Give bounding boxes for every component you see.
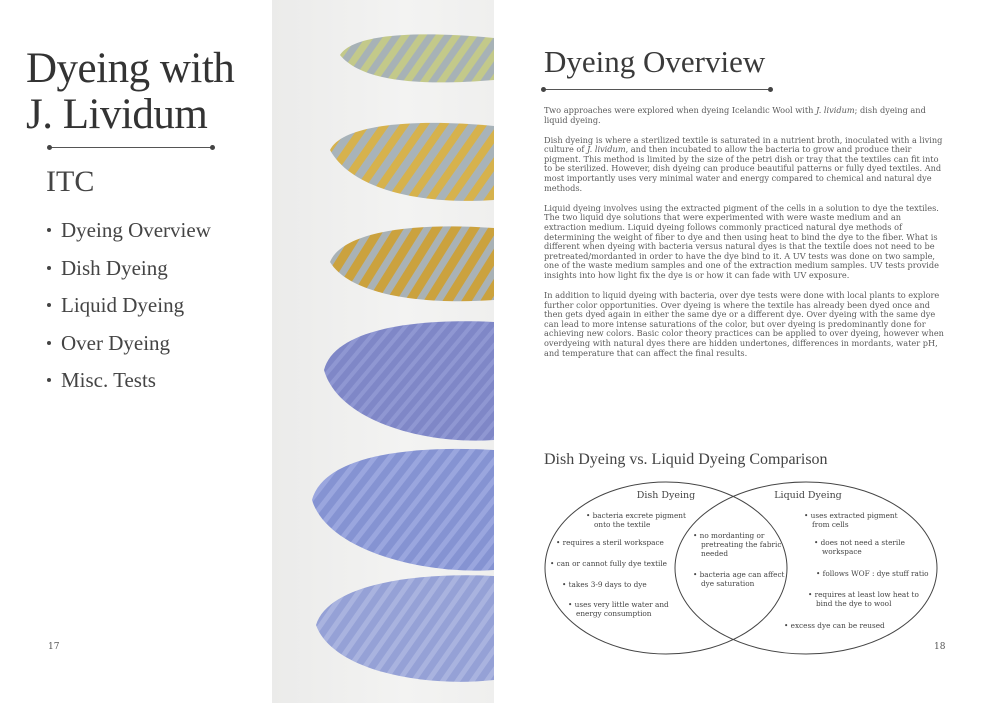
page-title xyxy=(26,46,234,138)
divider-dot xyxy=(541,87,546,92)
overview-divider xyxy=(544,89,770,90)
venn-item: • follows WOF : dye stuff ratio xyxy=(816,569,929,578)
overview-title: Dyeing Overview xyxy=(544,44,766,79)
venn-item: • bacteria age can affect dye saturation xyxy=(693,570,785,588)
venn-items xyxy=(550,511,929,630)
comparison-title: Dish Dyeing vs. Liquid Dyeing Comparison xyxy=(544,451,828,468)
venn-item: • no mordanting or pretreating the fabric needed xyxy=(693,531,782,558)
venn-item: • excess dye can be reused xyxy=(784,621,885,630)
toc-item[interactable]: Dish Dyeing xyxy=(46,254,211,292)
left-page xyxy=(0,0,272,703)
right-page xyxy=(494,0,992,703)
venn-label-liquid: Liquid Dyeing xyxy=(774,490,842,501)
yarn-skein-indigo xyxy=(324,321,494,440)
toc-item[interactable]: Misc. Tests xyxy=(46,366,211,404)
page-number-left: 17 xyxy=(48,642,60,652)
yarn-skein-mustard-grey xyxy=(330,226,494,301)
yarn-skein-yellow-grey xyxy=(330,123,494,201)
venn-item: • can or cannot fully dye textile xyxy=(550,559,667,568)
table-of-contents xyxy=(46,216,211,404)
yarn-photo xyxy=(272,0,494,703)
venn-item: • requires at least low heat to bind the dye to wool xyxy=(808,590,919,608)
venn-item: • takes 3-9 days to dye xyxy=(562,580,647,589)
venn-item: • bacteria excrete pigment onto the textile xyxy=(586,511,686,529)
venn-label-dish: Dish Dyeing xyxy=(636,490,696,501)
venn-item: • uses very little water and energy consumption xyxy=(568,600,669,618)
venn-item: • requires a steril workspace xyxy=(556,538,664,547)
title-divider xyxy=(50,147,212,148)
paragraph-over-dyeing: In addition to liquid dyeing with bacteria, over dye tests were done with local plants to explore further color opportunities. Over dyeing is where the textile has already been dyed once and then gets dyed again in either the same dye or a different dye. Over dyeing with the same dye can lead to more intense saturations of the color, but over dyeing is predominantly done for achieving new colors. Basic color theory practices can be applied to over dyeing, however when overdyeing with natural dyes there are hidden undertones, differences in mordants, water pH, and temperature that can affect the final results. xyxy=(544,290,944,358)
toc-item[interactable]: Dyeing Overview xyxy=(46,216,211,254)
toc-item[interactable]: Over Dyeing xyxy=(46,329,211,367)
divider-dot xyxy=(768,87,773,92)
divider-dot xyxy=(210,145,215,150)
overview-body xyxy=(544,106,944,369)
venn-diagram xyxy=(540,474,950,658)
venn-circle-dish xyxy=(545,482,787,654)
paragraph-intro: Two approaches were explored when dyeing Icelandic Wool with J. lividum; dish dyeing and liquid dyeing. xyxy=(544,105,926,125)
title-line-1: Dyeing with xyxy=(26,45,235,92)
yarn-skein-periwinkle xyxy=(312,449,494,571)
yarn-skeins-image xyxy=(272,0,494,703)
toc-item[interactable]: Liquid Dyeing xyxy=(46,291,211,329)
paragraph-dish-dyeing: Dish dyeing is where a sterilized textile is saturated in a nutrient broth, inoculated with a living culture of J. lividum, and then incubated to allow the bacteria to grow and produce their pigment. This method is limited by the size of the petri dish or tray that the textiles can fit into to be sterilized. However, dish dyeing can produce beautiful patterns or fully dyed textiles. And most importantly uses very minimal water and energy compared to chemical and natural dye methods. xyxy=(544,134,943,193)
venn-item: • uses extracted pigment from cells xyxy=(804,511,898,529)
divider-dot xyxy=(47,145,52,150)
venn-item: • does not need a sterile workspace xyxy=(814,538,905,556)
section-subtitle: ITC xyxy=(46,165,95,198)
title-line-2: J. Lividum xyxy=(26,91,208,138)
yarn-skein-light-blue xyxy=(316,575,494,682)
paragraph-liquid-dyeing: Liquid dyeing involves using the extracted pigment of the cells in a solution to dye the textiles. The two liquid dye solutions that were experimented with were waste medium and an extraction medium. Liquid dyeing follows commonly practiced natural dye methods of determining the weight of fiber to dye and then using heat to bind the dye to the fiber. What is different when dyeing with bacteria versus natural dyes is that the textile does not need to be pretreated/mordanted in order to have the dye bind to it. A UV tests was done on two sample, one of the waste medium samples and one of the extraction medium samples. UV tests provide insights into how light fix the dye is or how it can fade with UV exposure. xyxy=(544,202,939,280)
page-number-right: 18 xyxy=(934,642,946,652)
yarn-skein-green-grey xyxy=(340,34,494,82)
